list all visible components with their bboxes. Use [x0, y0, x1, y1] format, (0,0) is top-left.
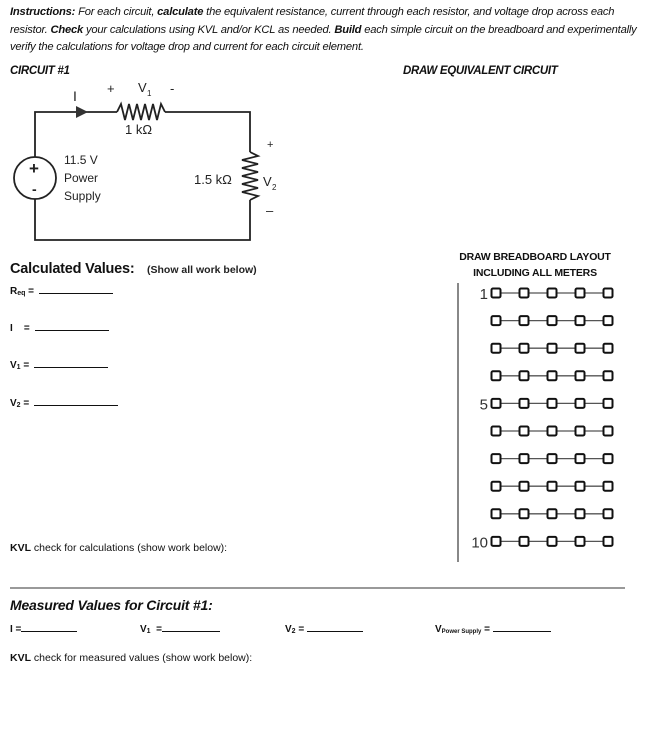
- breadboard-hole[interactable]: [520, 399, 529, 408]
- kvl-calc-label: KVL check for calculations (show work below):: [10, 542, 228, 554]
- breadboard-hole[interactable]: [576, 316, 585, 325]
- r2-voltage-label: V: [263, 174, 272, 189]
- breadboard-row[interactable]: [492, 482, 613, 491]
- measured-field-i: I =: [10, 622, 77, 635]
- wire-top-left: [35, 112, 117, 157]
- source-minus: -: [32, 181, 37, 197]
- breadboard-hole[interactable]: [492, 454, 501, 463]
- calculated-header: [10, 260, 257, 278]
- breadboard-hole[interactable]: [548, 344, 557, 353]
- breadboard-hole[interactable]: [548, 482, 557, 491]
- calculated-title: Calculated Values:: [10, 261, 135, 277]
- breadboard-hole[interactable]: [548, 427, 557, 436]
- breadboard-hole[interactable]: [492, 482, 501, 491]
- breadboard-hole[interactable]: [604, 427, 613, 436]
- breadboard-hole[interactable]: [520, 371, 529, 380]
- breadboard-row-label: 1: [479, 286, 488, 303]
- breadboard-row[interactable]: [480, 396, 613, 413]
- breadboard-hole[interactable]: [604, 454, 613, 463]
- breadboard-hole[interactable]: [576, 454, 585, 463]
- r2-value: 1.5 kΩ: [194, 172, 232, 187]
- breadboard-hole[interactable]: [520, 482, 529, 491]
- calculated-note: (Show all work below): [147, 264, 257, 276]
- breadboard-hole[interactable]: [520, 344, 529, 353]
- breadboard-hole[interactable]: [548, 537, 557, 546]
- breadboard-title: DRAW BREADBOARD LAYOUT INCLUDING ALL METERS: [459, 251, 611, 279]
- breadboard-row[interactable]: [492, 509, 613, 518]
- breadboard-hole[interactable]: [604, 289, 613, 298]
- v2-input[interactable]: [34, 396, 118, 406]
- field-v2: $V_2$ =: [10, 396, 118, 409]
- breadboard-hole[interactable]: [492, 537, 501, 546]
- breadboard-hole[interactable]: [492, 427, 501, 436]
- breadboard-hole[interactable]: [576, 289, 585, 298]
- breadboard-hole[interactable]: [492, 316, 501, 325]
- breadboard-hole[interactable]: [576, 537, 585, 546]
- field-v1: $V_1$ =: [10, 358, 108, 371]
- instructions-label: Instructions:: [10, 6, 76, 18]
- breadboard-hole[interactable]: [604, 399, 613, 408]
- r1-minus: -: [170, 81, 175, 96]
- wire-bottom: [35, 199, 250, 240]
- breadboard-row[interactable]: [492, 371, 613, 380]
- measured-field-v1: $V_1$ =: [140, 622, 220, 635]
- breadboard-hole[interactable]: [548, 316, 557, 325]
- req-input[interactable]: [39, 284, 113, 294]
- breadboard-row[interactable]: [492, 427, 613, 436]
- breadboard-hole[interactable]: [492, 371, 501, 380]
- breadboard-hole[interactable]: [548, 371, 557, 380]
- breadboard-hole[interactable]: [520, 289, 529, 298]
- measured-field-vps: $V_{Power Supply}$ =: [435, 622, 551, 635]
- field-req: $R_{eq}$ =: [10, 284, 113, 297]
- current-label: I: [73, 88, 77, 104]
- measured-field-v2: $V_2$ =: [285, 622, 363, 635]
- kvl-measured-label: KVL check for measured values (show work below):: [10, 652, 253, 664]
- breadboard-hole[interactable]: [520, 427, 529, 436]
- breadboard-hole[interactable]: [604, 537, 613, 546]
- breadboard-hole[interactable]: [492, 344, 501, 353]
- breadboard-row[interactable]: [480, 286, 613, 303]
- breadboard-hole[interactable]: [520, 454, 529, 463]
- breadboard-hole[interactable]: [520, 316, 529, 325]
- section-divider: [10, 587, 625, 589]
- breadboard-row-label: 5: [479, 396, 488, 414]
- measured-v2-input[interactable]: [307, 622, 363, 632]
- measured-i-input[interactable]: [21, 622, 77, 632]
- r1-value: 1 kΩ: [125, 122, 153, 137]
- breadboard-row-label: 10: [471, 534, 488, 552]
- breadboard-hole[interactable]: [576, 371, 585, 380]
- breadboard-row[interactable]: [492, 454, 613, 463]
- i-input[interactable]: [35, 321, 109, 331]
- source-label-supply: Supply: [64, 189, 101, 203]
- v1-input[interactable]: [34, 358, 108, 368]
- circuit-title: CIRCUIT #1: [10, 65, 70, 77]
- r1-plus: +: [107, 81, 115, 96]
- instructions: Instructions: For each circuit, calculate the equivalent resistance, current through each resistor, and voltage drop across each resistor. Check your calculations using KVL and/or KCL as needed. Build each simple circuit on the breadboard and experimentally verify the calculations for voltage drop and current for each circuit element.: [10, 6, 637, 53]
- source-label-power: Power: [64, 171, 99, 185]
- breadboard-hole[interactable]: [604, 344, 613, 353]
- breadboard-hole[interactable]: [604, 482, 613, 491]
- breadboard-hole[interactable]: [548, 289, 557, 298]
- resistor-r1: [117, 104, 165, 120]
- circuit-schematic: [0, 70, 300, 255]
- breadboard-hole[interactable]: [520, 537, 529, 546]
- r2-minus: –: [266, 203, 274, 218]
- breadboard-row[interactable]: [492, 344, 613, 353]
- breadboard-hole[interactable]: [576, 482, 585, 491]
- breadboard-hole[interactable]: [604, 509, 613, 518]
- breadboard-hole[interactable]: [576, 509, 585, 518]
- r2-plus: +: [267, 139, 274, 151]
- source-plus: +: [29, 159, 39, 178]
- source-voltage: 11.5 V: [64, 153, 98, 167]
- breadboard-diagram[interactable]: [440, 280, 640, 565]
- breadboard-hole[interactable]: [604, 371, 613, 380]
- measured-v1-input[interactable]: [162, 622, 220, 632]
- resistor-r2: [242, 152, 258, 200]
- current-arrow-icon: [76, 106, 88, 118]
- breadboard-hole[interactable]: [520, 509, 529, 518]
- breadboard-hole[interactable]: [492, 509, 501, 518]
- breadboard-hole[interactable]: [492, 289, 501, 298]
- breadboard-hole[interactable]: [576, 399, 585, 408]
- equivalent-circuit-title: DRAW EQUIVALENT CIRCUIT: [403, 65, 558, 77]
- measured-vps-input[interactable]: [493, 622, 551, 632]
- breadboard-hole[interactable]: [576, 427, 585, 436]
- field-i: I =: [10, 321, 109, 334]
- breadboard-hole[interactable]: [492, 399, 501, 408]
- breadboard-hole[interactable]: [576, 344, 585, 353]
- r1-voltage-sub: 1: [147, 89, 152, 98]
- measured-title: Measured Values for Circuit #1:: [10, 597, 213, 613]
- breadboard-hole[interactable]: [604, 316, 613, 325]
- breadboard-row[interactable]: [492, 316, 613, 325]
- r2-voltage-sub: 2: [272, 183, 277, 192]
- breadboard-hole[interactable]: [548, 509, 557, 518]
- breadboard-hole[interactable]: [548, 399, 557, 408]
- wire-top-right: [165, 112, 250, 152]
- r1-voltage-label: V: [138, 80, 147, 95]
- breadboard-row[interactable]: [471, 534, 612, 551]
- breadboard-hole[interactable]: [548, 454, 557, 463]
